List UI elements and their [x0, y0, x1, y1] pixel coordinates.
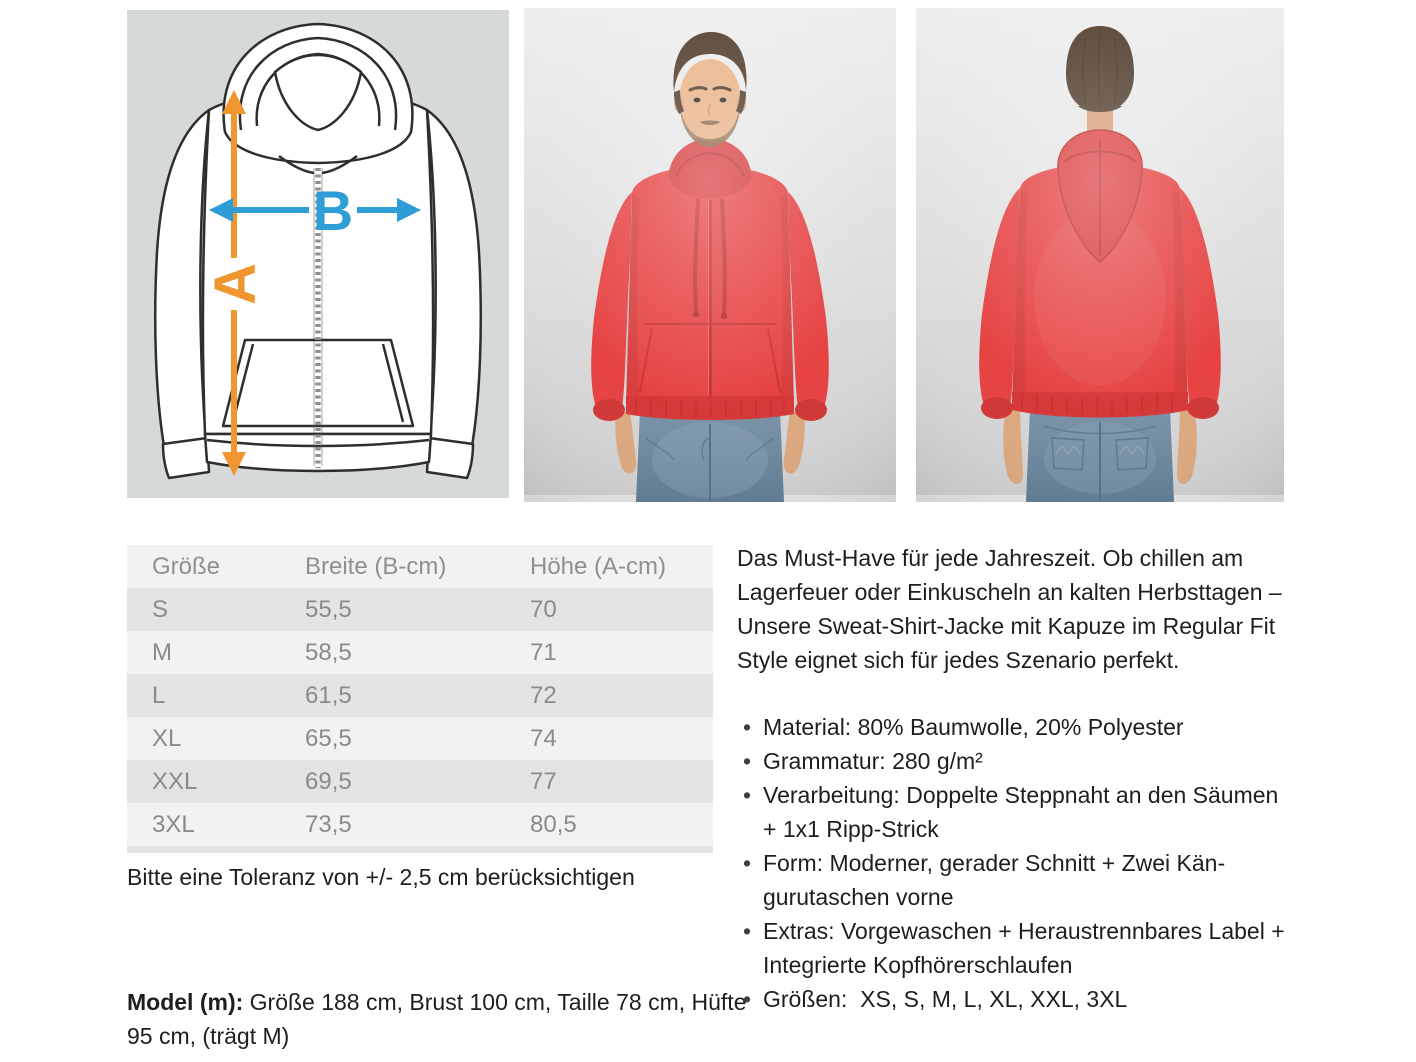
size-cell: S: [127, 588, 280, 631]
size-cell: XL: [127, 717, 280, 760]
col-header-height: Höhe (A-cm): [505, 545, 713, 588]
table-row: [127, 631, 713, 674]
size-cell: L: [127, 674, 280, 717]
model-photo-back: [916, 8, 1284, 502]
height-cell: 80,5: [505, 803, 713, 850]
width-cell: 58,5: [280, 631, 505, 674]
width-cell: 69,5: [280, 760, 505, 803]
table-row: [127, 717, 713, 760]
model-front-illustration: [524, 8, 896, 502]
tolerance-note: Bitte eine Toleranz von +/- 2,5 cm berücksichtigen: [127, 864, 635, 890]
height-cell: 74: [505, 717, 713, 760]
col-header-size: Größe: [127, 545, 280, 588]
feature-list: [737, 710, 1295, 1016]
width-cell: 55,5: [280, 588, 505, 631]
width-cell: 61,5: [280, 674, 505, 717]
size-table-header-row: [127, 545, 713, 588]
description-intro: Das Must-Have für jede Jahreszeit. Ob chillen am Lagerfeuer oder Einkuscheln an kalten Herbsttagen – Unsere Sweat-Shirt-Jacke mit Kapuze im Regular Fit Style eignet sich für jedes Szenario perfekt.: [737, 545, 1282, 673]
height-cell: 70: [505, 588, 713, 631]
arrow-b-label: B: [312, 179, 354, 242]
size-diagram-panel: [127, 10, 509, 498]
size-cell: M: [127, 631, 280, 674]
feature-finish: • Verarbeitung: Doppelte Steppnaht an den Säumen + 1x1 Ripp-Strick: [737, 778, 1295, 846]
height-cell: 77: [505, 760, 713, 803]
feature-extras: • Extras: Vorgewaschen + Heraustrennbares Label + Integrierte Kopfhörerschlaufen: [737, 914, 1295, 982]
feature-fit: • Form: Moderner, gerader Schnitt + Zwei Kängurutaschen vorne: [737, 846, 1295, 914]
size-cell: 3XL: [127, 803, 280, 850]
col-header-width: Breite (B-cm): [280, 545, 505, 588]
feature-sizes: • Größen: XS, S, M, L, XL, XXL, 3XL: [737, 982, 1295, 1016]
table-row: [127, 760, 713, 803]
table-row: [127, 588, 713, 631]
table-row: [127, 803, 713, 850]
model-info: [127, 985, 747, 1053]
feature-grammage: • Grammatur: 280 g/m²: [737, 744, 1295, 778]
vignette-overlay: [524, 8, 896, 502]
width-cell: 65,5: [280, 717, 505, 760]
size-table: [127, 545, 713, 853]
model-photo-front: [524, 8, 896, 502]
height-cell: 72: [505, 674, 713, 717]
width-cell: 73,5: [280, 803, 505, 850]
model-info-details: Größe 188 cm, Brust 100 cm, Taille 78 cm, Hüfte 95 cm, (trägt M): [127, 989, 747, 1049]
arrow-a-label: A: [203, 263, 268, 305]
model-info-label: Model (m):: [127, 989, 244, 1015]
hoodie-measurement-diagram: [127, 10, 509, 498]
size-cell: XXL: [127, 760, 280, 803]
feature-material: • Material: 80% Baumwolle, 20% Polyester: [737, 710, 1295, 744]
height-cell: 71: [505, 631, 713, 674]
table-row: [127, 674, 713, 717]
model-back-illustration: [916, 8, 1284, 502]
vignette-overlay: [916, 8, 1284, 502]
product-description: [737, 541, 1295, 1016]
